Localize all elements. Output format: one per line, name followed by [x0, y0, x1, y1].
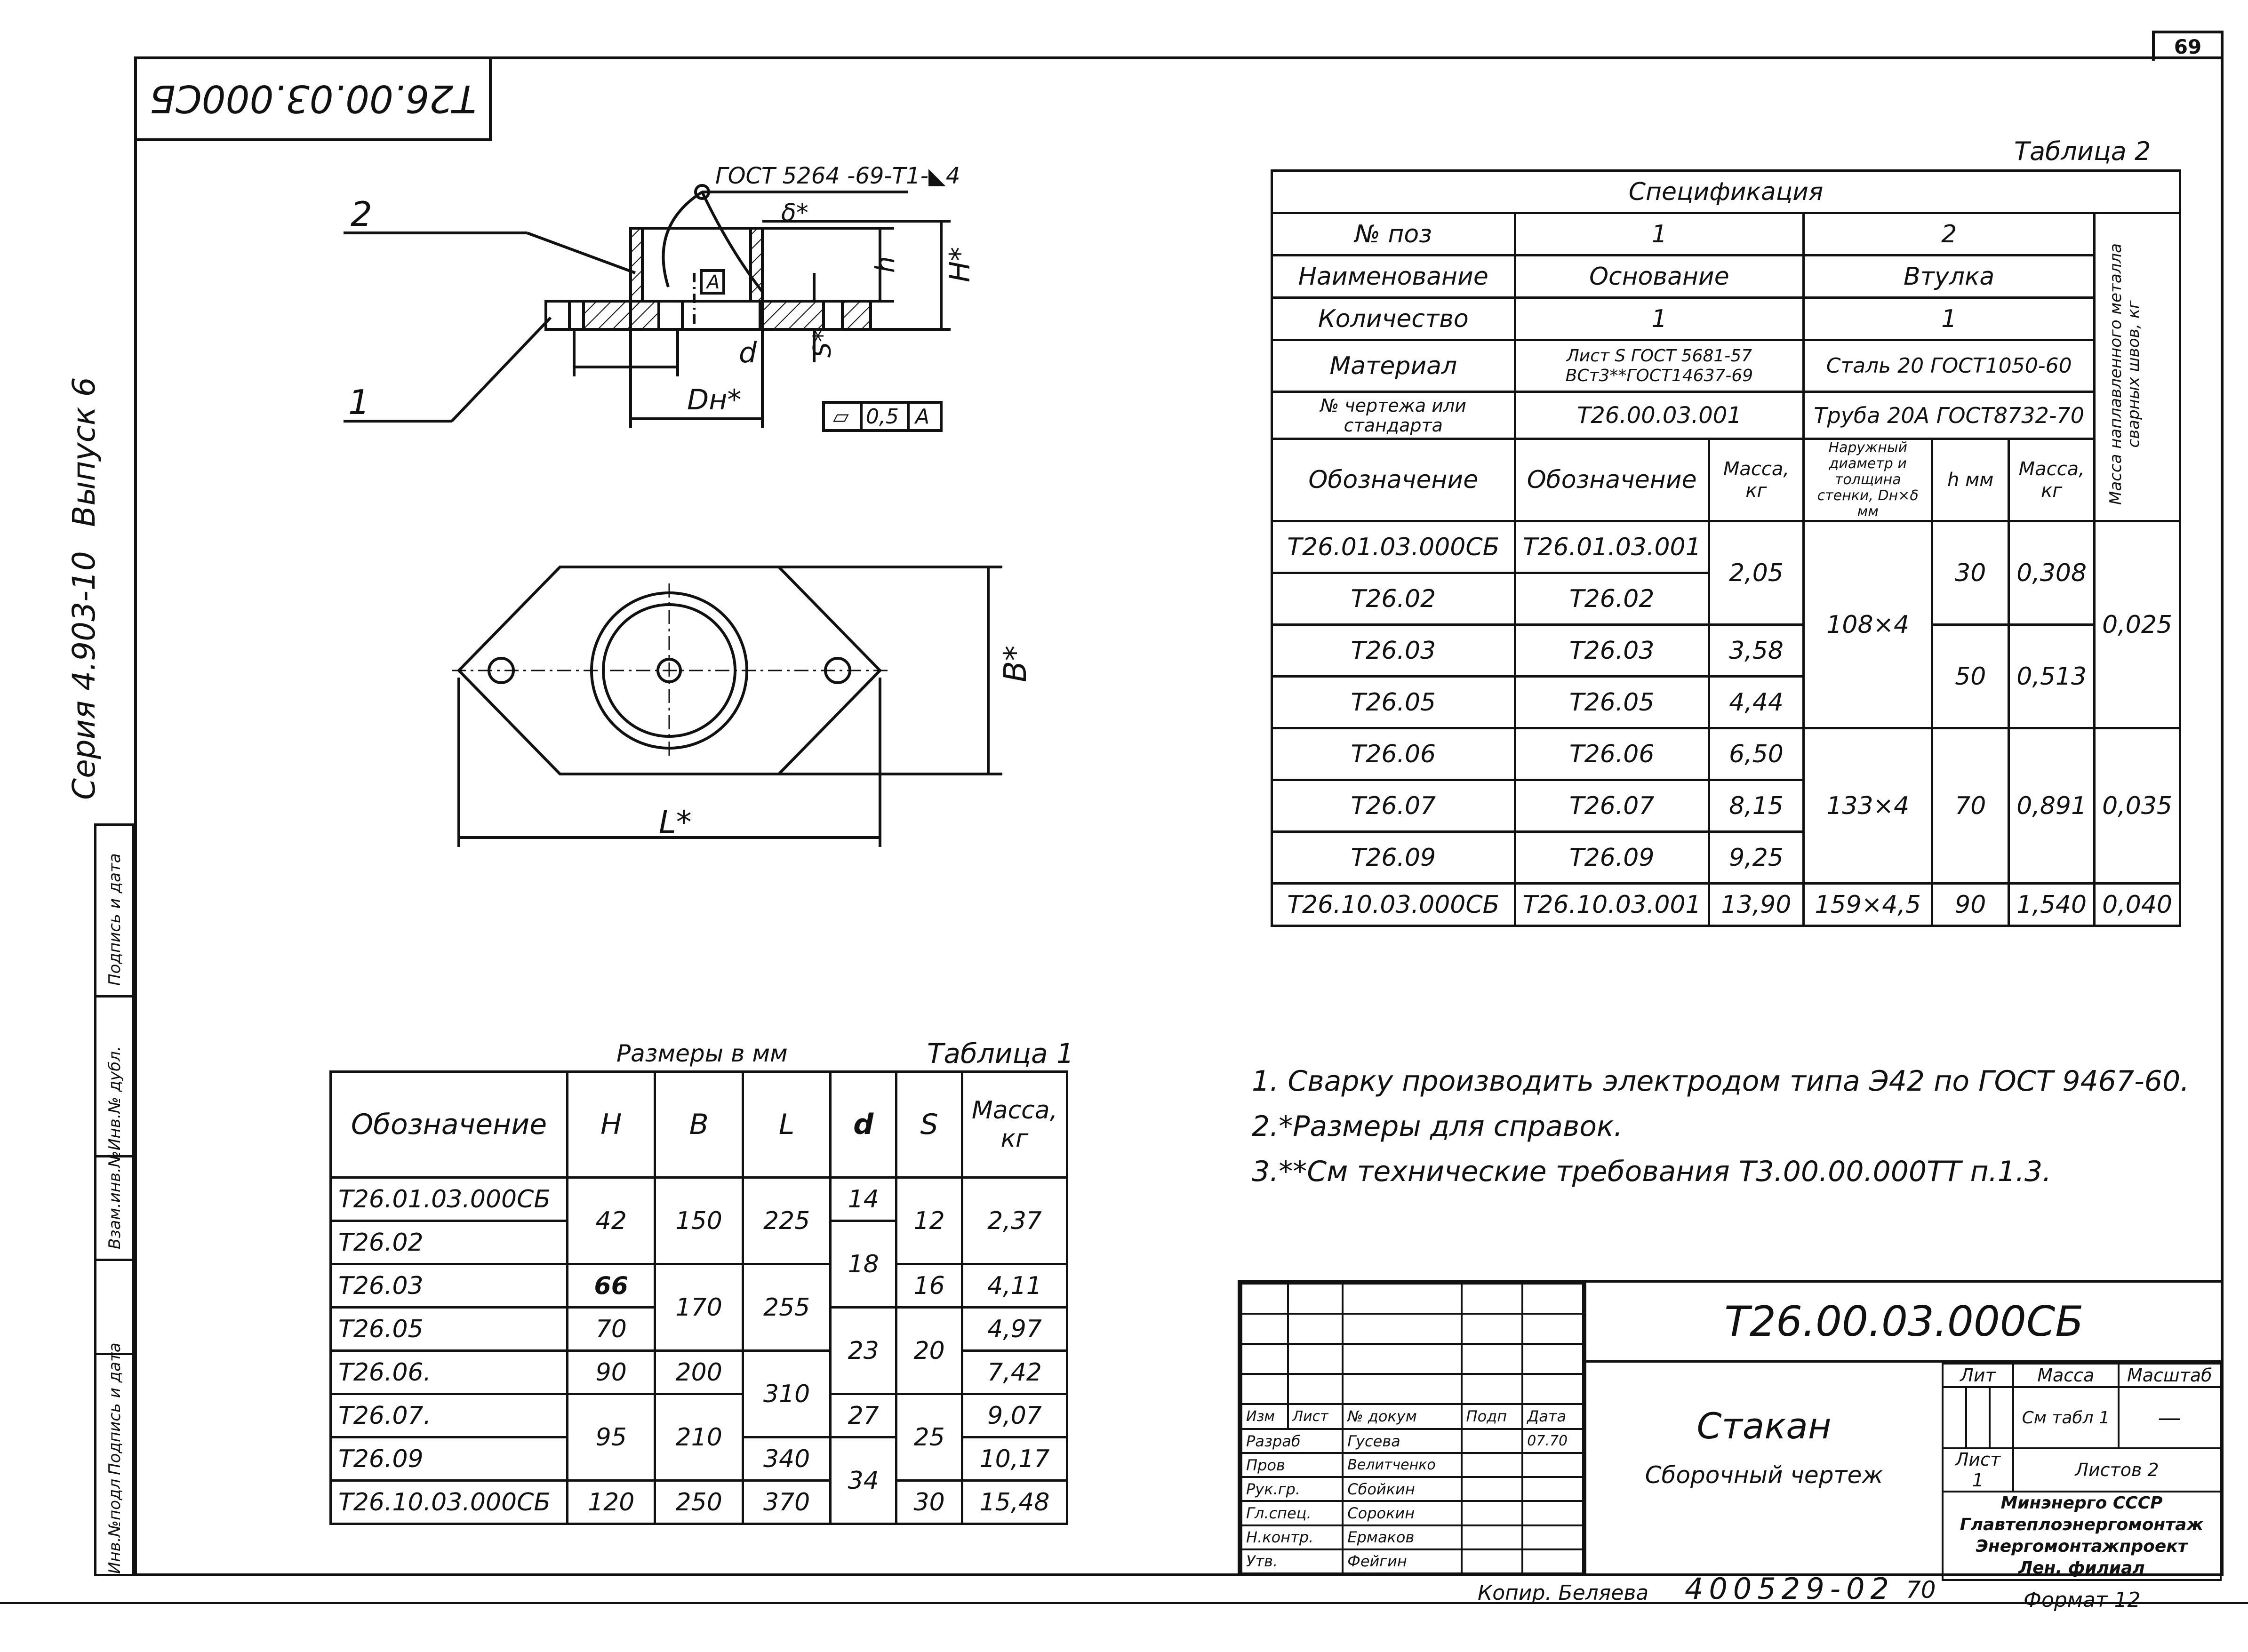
t1-B-4: 210	[655, 1394, 743, 1481]
row-label-material: Материал	[1272, 340, 1515, 392]
t1-L-2: 255	[743, 1264, 830, 1351]
pos-label-2: 2	[351, 194, 372, 234]
dim-Dn: Dн*	[687, 383, 742, 416]
t1-mass-4: 7,42	[962, 1351, 1067, 1394]
t1-S-4: 25	[896, 1394, 962, 1481]
t1-B-2: 170	[655, 1264, 743, 1351]
person-4: Сорокин	[1343, 1501, 1461, 1525]
t1-mass-5: 9,07	[962, 1394, 1067, 1437]
weld-mass-3: 0,040	[2095, 884, 2180, 926]
t1-B-3: 200	[655, 1351, 743, 1394]
t1-H-5: 95	[568, 1394, 655, 1481]
technical-notes	[1252, 1059, 2189, 1194]
t1-S-1: 12	[896, 1178, 962, 1264]
weld-mass-2: 0,035	[2095, 728, 2180, 884]
role-2: Пров	[1241, 1453, 1343, 1477]
t1-L-4: 340	[743, 1437, 830, 1481]
dim-L: L*	[659, 804, 692, 840]
hdr-h: h мм	[1932, 439, 2009, 521]
spec-row-2-a: Т26.02	[1272, 573, 1515, 625]
t1-row-2: Т26.02	[331, 1221, 568, 1264]
t1-row-3: Т26.03	[331, 1264, 568, 1308]
dim-S: S*	[808, 329, 837, 358]
note-3: 3.**См технические требования Т3.00.00.000ТТ п.1.3.	[1252, 1155, 2052, 1188]
title-block	[1238, 1280, 2224, 1576]
t1-H-4: 90	[568, 1351, 655, 1394]
person-5: Ермаков	[1343, 1525, 1461, 1549]
issue-label: Выпуск 6	[66, 377, 102, 527]
spec-row-1-b: Т26.01.03.001	[1515, 521, 1709, 573]
t1-L-1: 225	[743, 1178, 830, 1264]
specification-table	[1271, 169, 2181, 927]
t1-mass-6: 10,17	[962, 1437, 1067, 1481]
tb-code: Т26.00.03.000СБ	[1584, 1283, 2222, 1363]
drawing-1: Т26.00.03.001	[1515, 392, 1804, 439]
spec-mass-1: 2,05	[1709, 521, 1804, 625]
footer-page: 70	[1906, 1576, 1936, 1604]
t1-hdr-designation: Обозначение	[331, 1072, 568, 1178]
t1-row-4: Т26.05	[331, 1308, 568, 1351]
role-1: Разраб	[1241, 1429, 1343, 1453]
drawing-2: Труба 20А ГОСТ8732-70	[1804, 392, 2095, 439]
hdr-mass-a: Масса, кг	[1709, 439, 1804, 521]
row-label-qty: Количество	[1272, 298, 1515, 340]
top-stamp	[134, 56, 492, 141]
revision-grid	[1240, 1283, 1584, 1574]
tb-head-izm: Изм	[1241, 1404, 1288, 1429]
spec-mass-6: 9,25	[1709, 832, 1804, 884]
t1-hdr-d: d	[831, 1072, 896, 1178]
footer-copy: Копир. Беляева	[1478, 1581, 1649, 1605]
t1-S-5: 30	[896, 1481, 962, 1524]
t1-mass-7: 15,48	[962, 1481, 1067, 1524]
tb-org-1: Минэнерго СССР	[2000, 1493, 2163, 1513]
page-number: 69	[2152, 31, 2224, 61]
t1-row-8: Т26.10.03.000СБ	[331, 1481, 568, 1524]
tb-org-3: Энергомонтажпроект	[1976, 1537, 2188, 1556]
tb-head-sign: Подп	[1462, 1404, 1523, 1429]
person-2: Велитченко	[1343, 1453, 1461, 1477]
spec-row-8-a: Т26.10.03.000СБ	[1272, 884, 1515, 926]
t1-row-5: Т26.06.	[331, 1351, 568, 1394]
tb-org-2: Главтеплоэнергомонтаж	[1960, 1515, 2204, 1534]
h-2: 50	[1932, 625, 2009, 728]
t1-S-2: 16	[896, 1264, 962, 1308]
tol-symbol: ⏥	[833, 405, 849, 429]
spec-mass-5: 8,15	[1709, 780, 1804, 832]
tube-mass-1: 0,308	[2009, 521, 2095, 625]
assembly-drawing	[282, 132, 1082, 885]
h-3: 70	[1932, 728, 2009, 884]
strip-label-3: Взам.инв.№	[105, 1150, 124, 1249]
role-3: Рук.гр.	[1241, 1477, 1343, 1501]
table1-units: Размеры в мм	[616, 1040, 788, 1067]
role-4: Гл.спец.	[1241, 1501, 1343, 1525]
weld-note: ГОСТ 5264 -69-Т1-◣4	[715, 163, 960, 189]
h-1: 30	[1932, 521, 2009, 625]
material-1-top: Лист S ГОСТ 5681-57	[1566, 346, 1752, 366]
t1-d-5: 34	[831, 1437, 896, 1524]
tb-scale-value: —	[2119, 1387, 2221, 1448]
t1-d-4: 27	[831, 1394, 896, 1437]
spec-row-7-b: Т26.09	[1515, 832, 1709, 884]
hdr-mass-b: Масса, кг	[2009, 439, 2095, 521]
t1-d-2: 18	[831, 1221, 896, 1308]
footer-format: Формат 12	[2024, 1588, 2141, 1612]
qty-1: 1	[1515, 298, 1804, 340]
person-3: Сбойкин	[1343, 1477, 1461, 1501]
spec-row-6-a: Т26.07	[1272, 780, 1515, 832]
t1-row-6: Т26.07.	[331, 1394, 568, 1437]
spec-row-4-a: Т26.05	[1272, 677, 1515, 728]
name-2: Втулка	[1804, 255, 2095, 298]
tb-lit: Лит	[1943, 1364, 2013, 1387]
tb-sheet: Лист 1	[1943, 1448, 2013, 1492]
h-4: 90	[1932, 884, 2009, 926]
t1-H-6: 120	[568, 1481, 655, 1524]
tol-value: 0,5	[866, 405, 899, 429]
spec-row-1-a: Т26.01.03.000СБ	[1272, 521, 1515, 573]
table2-caption: Таблица 2	[2014, 136, 2151, 166]
spec-mass-3: 4,44	[1709, 677, 1804, 728]
hdr-designation-a: Обозначение	[1272, 439, 1515, 521]
spec-row-7-a: Т26.09	[1272, 832, 1515, 884]
tb-name: Стакан	[1696, 1405, 1832, 1447]
dimensions-table	[329, 1070, 1068, 1525]
t1-L-3: 310	[743, 1351, 830, 1437]
tb-date: 07.70	[1522, 1429, 1583, 1453]
row-label-pos: № поз	[1272, 213, 1515, 255]
tube-size-2: 133×4	[1804, 728, 1932, 884]
t1-B-1: 150	[655, 1178, 743, 1264]
note-1: 1. Сварку производить электродом типа Э42 по ГОСТ 9467-60.	[1252, 1065, 2190, 1098]
name-1: Основание	[1515, 255, 1804, 298]
strip-label-2: Подпись и дата	[105, 1342, 124, 1475]
person-1: Гусева	[1343, 1429, 1461, 1453]
role-5: Н.контр.	[1241, 1525, 1343, 1549]
tube-mass-3: 0,891	[2009, 728, 2095, 884]
spec-row-3-a: Т26.03	[1272, 625, 1515, 677]
t1-B-5: 250	[655, 1481, 743, 1524]
t1-H-3: 70	[568, 1308, 655, 1351]
t1-mass-1: 2,37	[962, 1178, 1067, 1264]
spec-mass-2: 3,58	[1709, 625, 1804, 677]
pos-label-1: 1	[348, 383, 370, 422]
t1-mass-2: 4,11	[962, 1264, 1067, 1308]
t1-hdr-S: S	[896, 1072, 962, 1178]
t1-row-7: Т26.09	[331, 1437, 568, 1481]
spec-title: Спецификация	[1272, 171, 2180, 213]
spec-mass-4: 6,50	[1709, 728, 1804, 780]
series-label: Серия 4.903-10	[66, 551, 102, 800]
qty-2: 1	[1804, 298, 2095, 340]
spec-row-4-b: Т26.05	[1515, 677, 1709, 728]
spec-mass-7: 13,90	[1709, 884, 1804, 926]
side-strip	[94, 823, 134, 1576]
role-6: Утв.	[1241, 1549, 1343, 1573]
dim-B: B*	[997, 645, 1033, 682]
hdr-designation-b: Обозначение	[1515, 439, 1709, 521]
strip-label-5: Подпись и дата	[105, 853, 124, 986]
person-6: Фейгин	[1343, 1549, 1461, 1573]
tube-size-3: 159×4,5	[1804, 884, 1932, 926]
t1-H-1: 42	[568, 1178, 655, 1264]
tb-scale-label: Масштаб	[2119, 1364, 2221, 1387]
pos-1: 1	[1515, 213, 1804, 255]
strip-label-4: Инв.№ дубл.	[105, 1046, 124, 1150]
spec-row-5-b: Т26.06	[1515, 728, 1709, 780]
spec-row-8-b: Т26.10.03.001	[1515, 884, 1709, 926]
tb-sheets: Листов 2	[2013, 1448, 2221, 1492]
stamp-code: Т26.00.03.000СБ	[150, 77, 476, 121]
dim-h: h	[870, 256, 901, 273]
material-1-bottom: ВСт3**ГОСТ14637-69	[1565, 366, 1753, 385]
dim-delta: δ*	[781, 199, 808, 227]
note-2: 2.*Размеры для справок.	[1252, 1110, 1623, 1143]
tb-right-grid	[1942, 1363, 2222, 1581]
datum-label: A	[707, 271, 720, 293]
row-label-name: Наименование	[1272, 255, 1515, 298]
tb-org-4: Лен. филиал	[2018, 1558, 2145, 1578]
tol-datum: A	[915, 405, 930, 429]
dim-d: d	[739, 336, 757, 369]
t1-L-5: 370	[743, 1481, 830, 1524]
weld-mass-header: Масса наплавленного металла сварных швов, кг	[2106, 243, 2144, 505]
spec-row-3-b: Т26.03	[1515, 625, 1709, 677]
t1-d-3: 23	[831, 1308, 896, 1394]
tb-head-doc: № докум	[1343, 1404, 1461, 1429]
tube-mass-2: 0,513	[2009, 625, 2095, 728]
t1-hdr-mass: Масса, кг	[962, 1072, 1067, 1178]
tube-mass-4: 1,540	[2009, 884, 2095, 926]
strip-label-1: Инв.№подл	[105, 1478, 124, 1574]
t1-H-2: 66	[568, 1264, 655, 1308]
pos-2: 2	[1804, 213, 2095, 255]
tb-head-date: Дата	[1522, 1404, 1583, 1429]
material-2: Сталь 20 ГОСТ1050-60	[1804, 340, 2095, 392]
hdr-tube: Наружный диаметр и толщина стенки, Dн×δ мм	[1804, 439, 1932, 521]
tb-mass-label: Масса	[2013, 1364, 2119, 1387]
t1-hdr-H: H	[568, 1072, 655, 1178]
t1-S-3: 20	[896, 1308, 962, 1394]
tb-head-list: Лист	[1288, 1404, 1343, 1429]
table1-caption: Таблица 1	[927, 1037, 1074, 1069]
tb-subtitle: Сборочный чертеж	[1645, 1461, 1883, 1489]
spec-row-5-a: Т26.06	[1272, 728, 1515, 780]
row-label-drawing: № чертежа или стандарта	[1272, 392, 1515, 439]
footer-number: 400529-02	[1685, 1572, 1895, 1606]
t1-mass-3: 4,97	[962, 1308, 1067, 1351]
spec-row-6-b: Т26.07	[1515, 780, 1709, 832]
t1-hdr-L: L	[743, 1072, 830, 1178]
t1-hdr-B: B	[655, 1072, 743, 1178]
weld-mass-1: 0,025	[2095, 521, 2180, 728]
tube-size-1: 108×4	[1804, 521, 1932, 728]
t1-row-1: Т26.01.03.000СБ	[331, 1178, 568, 1221]
tb-mass-value: См табл 1	[2013, 1387, 2119, 1448]
dim-H: H*	[944, 247, 976, 282]
t1-d-1: 14	[831, 1178, 896, 1221]
spec-row-2-b: Т26.02	[1515, 573, 1709, 625]
